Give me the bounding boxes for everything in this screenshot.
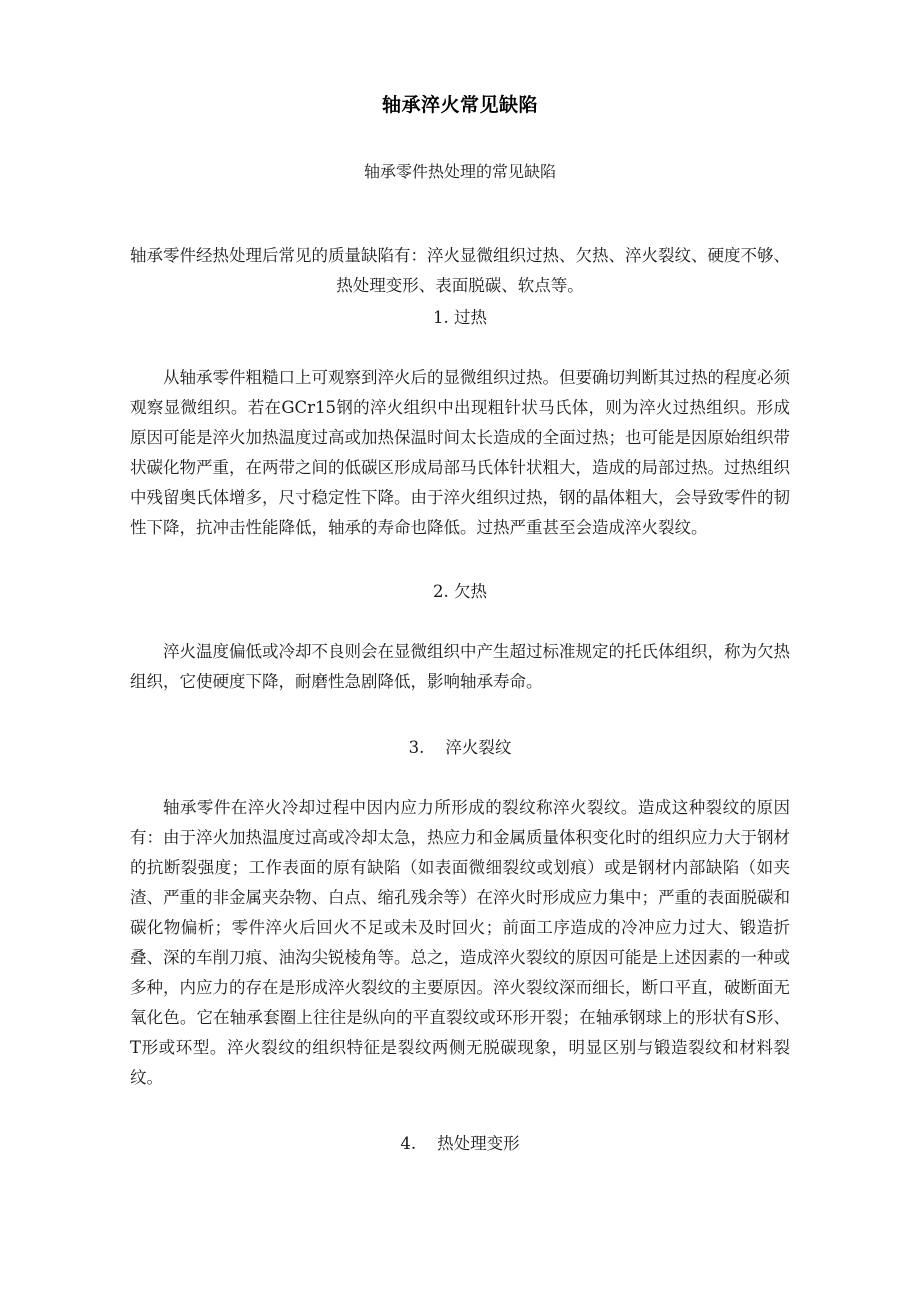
section-heading-4: 4. 热处理变形 [400, 1134, 520, 1153]
section-heading-3: 3. 淬火裂纹 [408, 738, 512, 757]
page-title: 轴承淬火常见缺陷 [381, 94, 538, 116]
page-subtitle: 轴承零件热处理的常见缺陷 [363, 162, 556, 181]
section-heading-1: 1. 过热 [433, 308, 487, 327]
section-body-2: 淬火温度偏低或冷却不良则会在显微组织中产生超过标准规定的托氏体组织，称为欠热组织，它使硬度下降，耐磨性急剧降低，影响轴承寿命。 [130, 642, 790, 691]
section-body-3: 轴承零件在淬火冷却过程中因内应力所形成的裂纹称淬火裂纹。造成这种裂纹的原因有：由于淬火加热温度过高或冷却太急，热应力和金属质量体积变化时的组织应力大于钢材的抗断裂强度；工作表面的原有缺陷（如表面微细裂纹或划痕）或是钢材内部缺陷（如夹渣、严重的非金属夹杂物、白点、缩孔残余等）在淬火时形成应力集中；严重的表面脱碳和碳化物偏析；零件淬火后回火不足或未及时回火；前面工序造成的冷冲应力过大、锻造折叠、深的车削刀痕、油沟尖锐棱角等。总之，造成淬火裂纹的原因可能是上述因素的一种或多种，内应力的存在是形成淬火裂纹的主要原因。淬火裂纹深而细长，断口平直，破断面无氧化色。它在轴承套圈上往往是纵向的平直裂纹或环形开裂；在轴承钢球上的形状有S形、T形或环型。淬火裂纹的组织特征是裂纹两侧无脱碳现象，明显区别与锻造裂纹和材料裂纹。 [130, 798, 790, 1087]
section-body-1: 从轴承零件粗糙口上可观察到淬火后的显微组织过热。但要确切判断其过热的程度必须观察显微组织。若在GCr15钢的淬火组织中出现粗针状马氏体，则为淬火过热组织。形成原因可能是淬火加热温度过高或加热保温时间太长造成的全面过热；也可能是因原始组织带状碳化物严重，在两带之间的低碳区形成局部马氏体针状粗大，造成的局部过热。过热组织中残留奥氏体增多，尺寸稳定性下降。由于淬火组织过热，钢的晶体粗大，会导致零件的韧性下降，抗冲击性能降低，轴承的寿命也降低。过热严重甚至会造成淬火裂纹。 [130, 368, 790, 537]
section-heading-2: 2. 欠热 [433, 582, 487, 601]
intro-paragraph: 轴承零件经热处理后常见的质量缺陷有：淬火显微组织过热、欠热、淬火裂纹、硬度不够、热处理变形、表面脱碳、软点等。 [130, 246, 790, 295]
